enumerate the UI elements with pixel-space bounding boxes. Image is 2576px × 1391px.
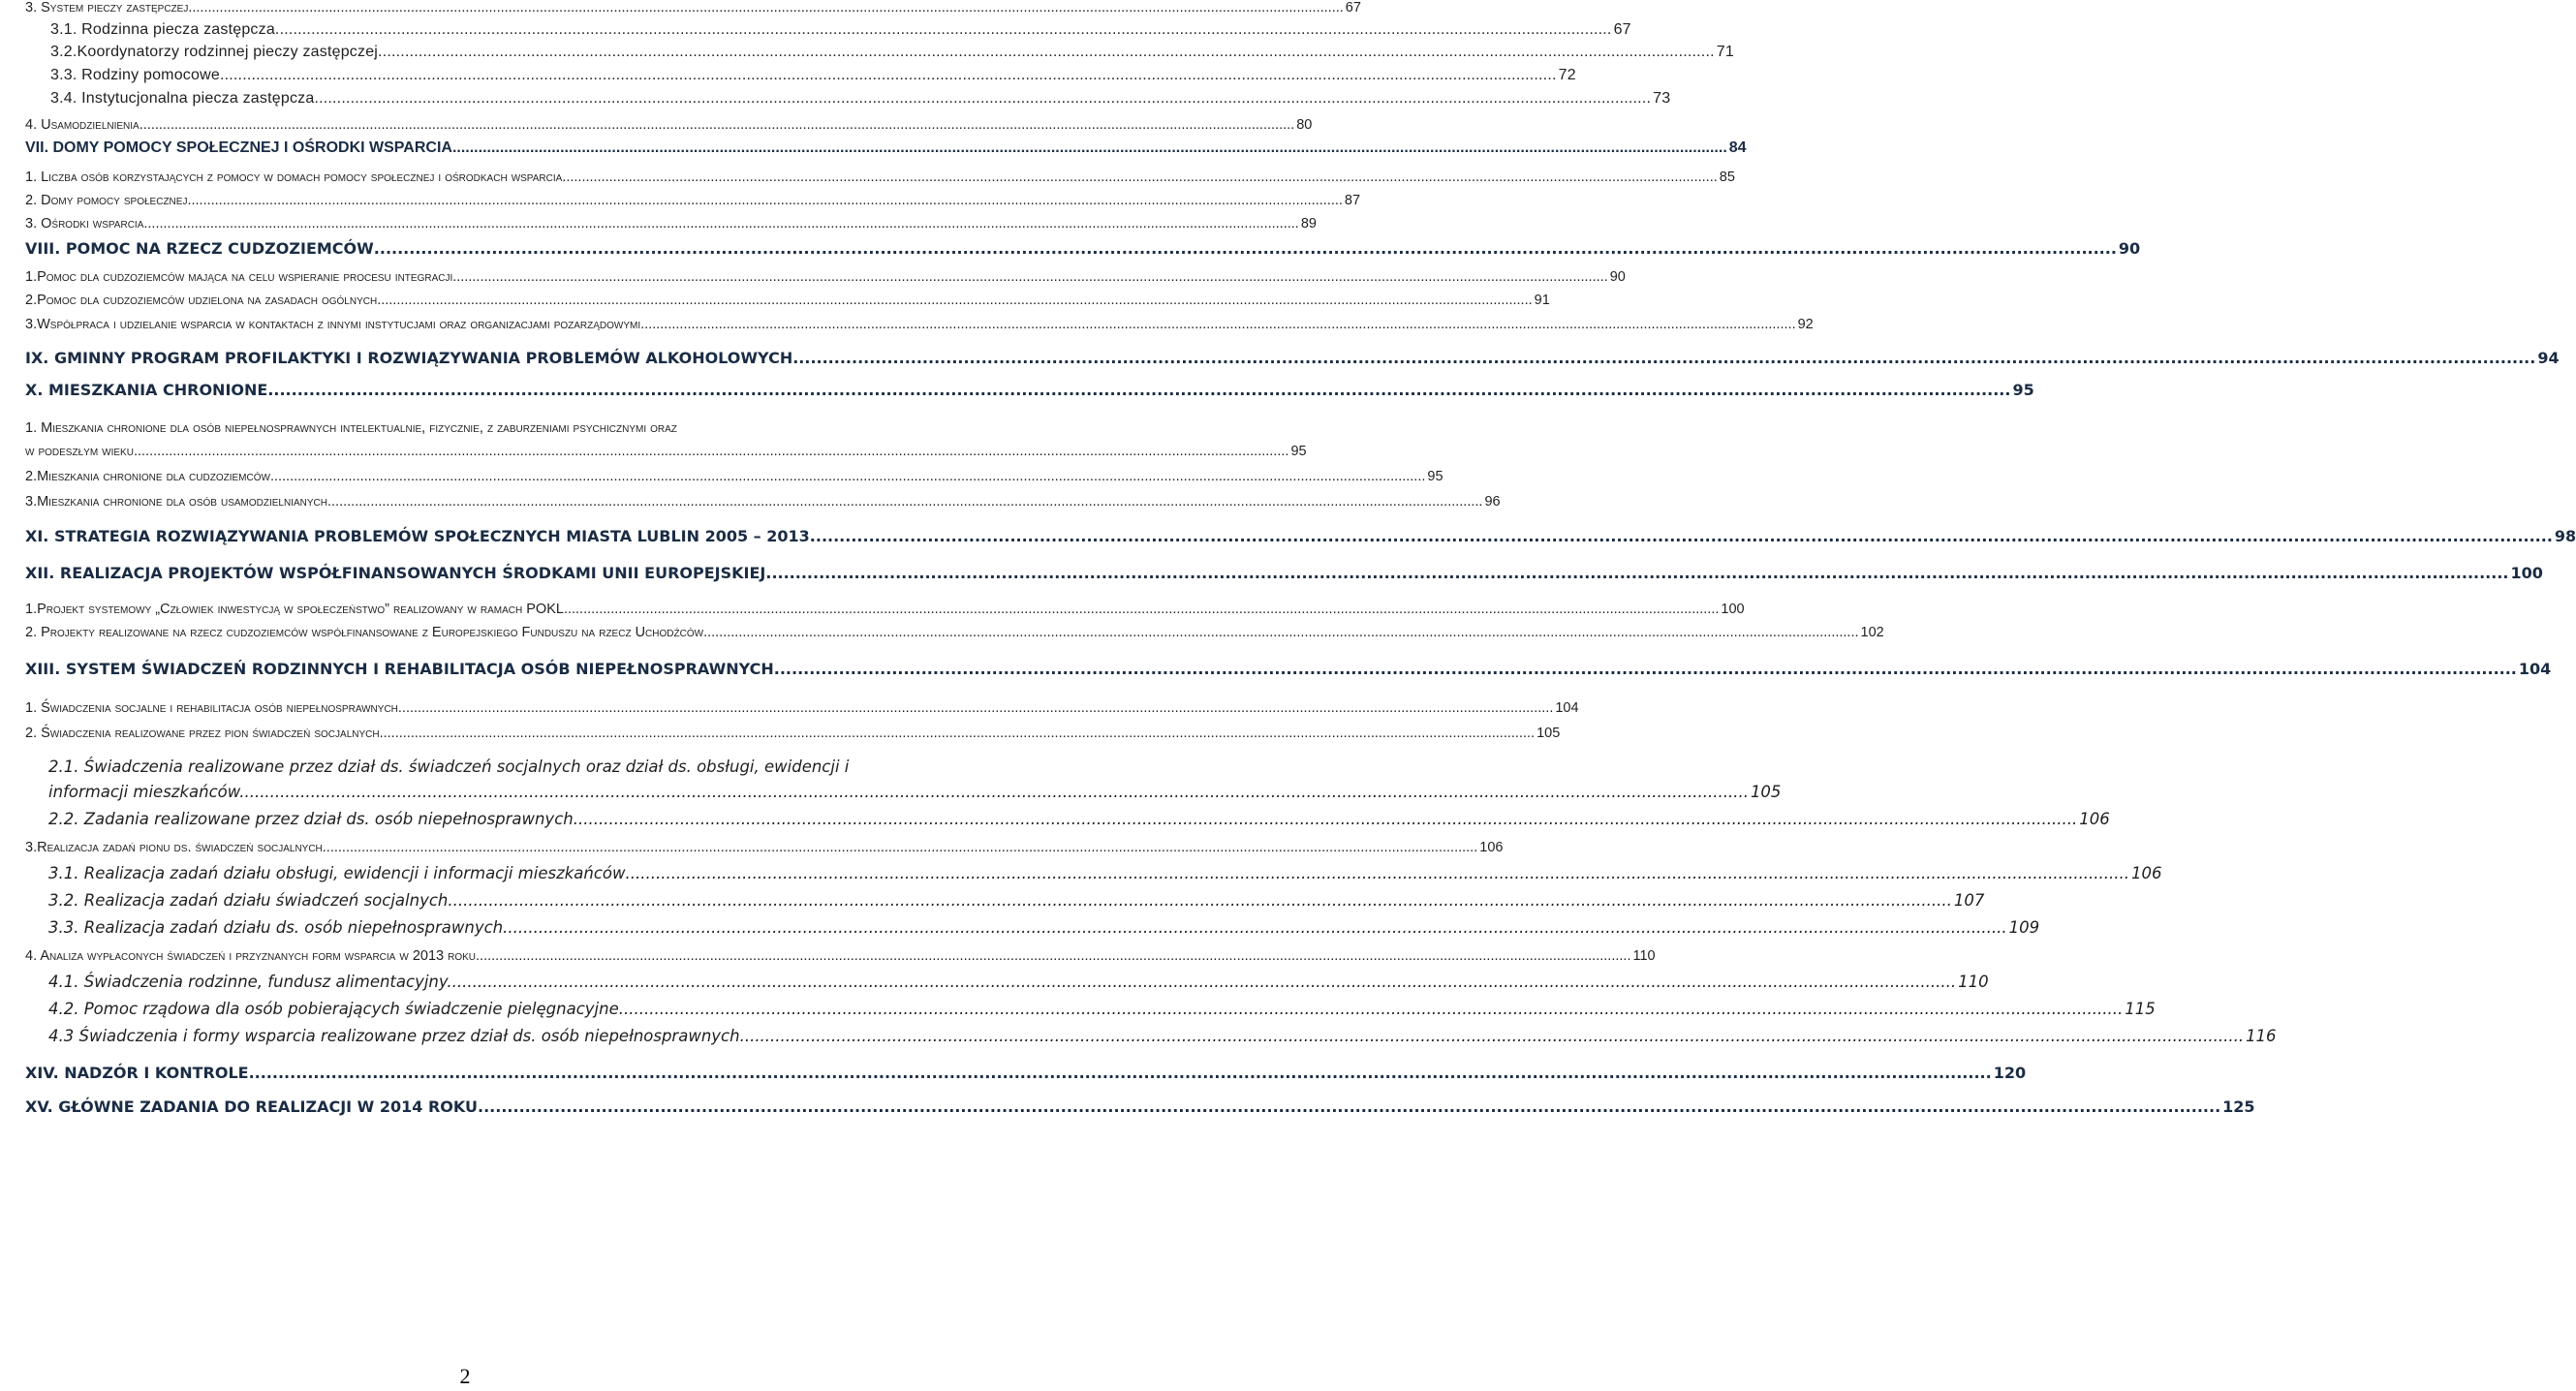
toc-entry-page: 105 bbox=[1750, 783, 1782, 801]
toc-leader-dots bbox=[452, 269, 1607, 285]
toc-entry-page: 100 bbox=[1721, 602, 1745, 617]
toc-leader-dots bbox=[380, 726, 1535, 741]
toc-leader-dots bbox=[383, 44, 1715, 61]
toc-entry-title: 4.2. Pomoc rządowa dla osób pobierających świadczenie pielęgnacyjne bbox=[48, 1000, 619, 1018]
toc-entry[interactable] bbox=[48, 915, 2040, 937]
toc-leader-dots bbox=[398, 700, 1553, 716]
toc-leader-dots bbox=[619, 1000, 2123, 1018]
toc-entry-page: 73 bbox=[1653, 90, 1671, 107]
toc-leader-dots bbox=[374, 239, 2117, 258]
toc-entry[interactable] bbox=[50, 17, 1631, 39]
toc-entry[interactable] bbox=[25, 619, 1884, 640]
toc-entry-title: 4.1. Świadczenia rodzinne, fundusz alimentacyjny. bbox=[48, 973, 452, 991]
toc-leader-dots bbox=[810, 527, 2553, 545]
toc-leader-dots bbox=[134, 444, 1288, 459]
toc-entry-page: 110 bbox=[1632, 948, 1656, 964]
toc-entry[interactable] bbox=[48, 861, 2162, 882]
toc-entry-page: 71 bbox=[1716, 44, 1734, 60]
toc-entry-page: 104 bbox=[2518, 660, 2552, 678]
toc-entry-title: XV. GŁÓWNE ZADANIA DO REALIZACJI W 2014 ROKU bbox=[25, 1097, 479, 1116]
toc-entry[interactable] bbox=[25, 834, 1504, 855]
toc-entry-page: 87 bbox=[1344, 193, 1361, 208]
toc-leader-dots bbox=[140, 117, 1294, 133]
toc-entry-page: 95 bbox=[1290, 444, 1307, 459]
toc-entry-page: 106 bbox=[2131, 864, 2162, 882]
toc-entry[interactable] bbox=[48, 780, 1782, 801]
toc-entry-title: 2.1. Świadczenia realizowane przez dział ds. świadczeń socjalnych oraz dział ds. obsługi, ewidencji i bbox=[48, 757, 850, 776]
toc-entry-title: XIII. SYSTEM ŚWIADCZEŃ RODZINNYCH I REHABILITACJA OSÓB NIEPEŁNOSPRAWNYCH bbox=[25, 660, 774, 678]
toc-entry[interactable] bbox=[25, 136, 1747, 157]
toc-leader-dots bbox=[249, 1064, 1992, 1082]
toc-entry[interactable] bbox=[25, 378, 2034, 399]
toc-entry-page: 90 bbox=[1609, 269, 1626, 285]
toc-entry-title: 3.4. Instytucjonalna piecza zastępcza. bbox=[50, 90, 320, 107]
toc-entry-title: 2.Mieszkania chronione dla cudzoziemców bbox=[25, 469, 270, 484]
toc-entry[interactable] bbox=[25, 463, 1443, 484]
toc-entry-page: 115 bbox=[2125, 1000, 2156, 1018]
toc-entry-title: 2.Pomoc dla cudzoziemców udzielona na zasadach ogólnych bbox=[25, 293, 378, 308]
toc-entry[interactable] bbox=[25, 596, 1745, 617]
toc-entry-page: 80 bbox=[1296, 117, 1313, 133]
toc-entry[interactable] bbox=[50, 40, 1734, 61]
toc-entry-title: 4.3 Świadczenia i formy wsparcia realizowane przez dział ds. osób niepełnosprawnych bbox=[48, 1027, 740, 1045]
toc-entry[interactable] bbox=[25, 0, 1361, 15]
toc-leader-dots bbox=[562, 170, 1717, 185]
toc-entry-page: 96 bbox=[1484, 494, 1501, 510]
toc-leader-dots bbox=[452, 139, 1727, 157]
toc-entry-title: 1. Liczba osób korzystających z pomocy w domach pomocy społecznej i ośrodkach wsparcia bbox=[25, 170, 563, 185]
toc-entry[interactable] bbox=[25, 561, 2543, 582]
toc-entry-page: 106 bbox=[1479, 840, 1504, 855]
toc-entry-title: XII. REALIZACJA PROJEKTÓW WSPÓŁFINANSOWANYCH ŚRODKAMI UNII EUROPEJSKIEJ bbox=[25, 564, 766, 582]
toc-entry[interactable] bbox=[25, 263, 1626, 285]
toc-leader-dots bbox=[452, 973, 1956, 991]
toc-entry[interactable] bbox=[48, 997, 2156, 1018]
toc-leader-dots bbox=[323, 840, 1477, 855]
toc-entry[interactable] bbox=[25, 210, 1317, 232]
toc-entry-title: 3. Ośrodki wsparcia bbox=[25, 216, 144, 232]
toc-entry-title: w podeszłym wieku bbox=[25, 444, 134, 459]
toc-leader-dots bbox=[267, 381, 2010, 399]
toc-entry-title: 3.1. Realizacja zadań działu obsługi, ewidencji i informacji mieszkańców bbox=[48, 864, 626, 882]
page-number: 2 bbox=[459, 1364, 471, 1388]
toc-entry[interactable] bbox=[50, 63, 1576, 84]
toc-entry[interactable] bbox=[25, 720, 1561, 741]
toc-leader-dots bbox=[626, 864, 2129, 882]
toc-entry-title: 3.3. Realizacja zadań działu ds. osób niepełnosprawnych bbox=[48, 918, 504, 937]
toc-entry[interactable] bbox=[48, 755, 928, 776]
toc-entry-page: 90 bbox=[2118, 239, 2141, 258]
toc-leader-dots bbox=[765, 564, 2508, 582]
toc-entry[interactable] bbox=[25, 415, 928, 436]
toc-entry-page: 104 bbox=[1555, 700, 1579, 716]
toc-leader-dots bbox=[377, 293, 1532, 308]
toc-entry-title: 3. System pieczy zastępczej bbox=[25, 0, 189, 15]
toc-leader-dots bbox=[703, 625, 1858, 640]
toc-entry-page: 95 bbox=[1427, 469, 1443, 484]
toc-entry-page: 89 bbox=[1300, 216, 1317, 232]
toc-leader-dots bbox=[503, 918, 2006, 937]
toc-leader-dots bbox=[280, 21, 1612, 39]
toc-leader-dots bbox=[270, 469, 1425, 484]
toc-leader-dots bbox=[792, 349, 2535, 367]
toc-entry[interactable] bbox=[25, 236, 2141, 258]
toc-entry[interactable] bbox=[25, 657, 2552, 678]
toc-leader-dots bbox=[225, 67, 1557, 84]
toc-entry[interactable] bbox=[25, 164, 1735, 185]
toc-entry[interactable] bbox=[25, 695, 1579, 716]
toc-leader-dots bbox=[188, 0, 1343, 15]
toc-leader-dots bbox=[740, 1027, 2244, 1045]
toc-entry[interactable] bbox=[48, 970, 1989, 991]
toc-entry[interactable] bbox=[48, 888, 1985, 910]
toc-entry[interactable] bbox=[25, 438, 1307, 459]
toc-leader-dots bbox=[244, 783, 1748, 801]
toc-entry-title: 3.1. Rodzinna piecza zastępcza. bbox=[50, 21, 280, 38]
toc-entry[interactable] bbox=[25, 1061, 2027, 1082]
toc-entry-title: X. MIESZKANIA CHRONIONE bbox=[25, 381, 268, 399]
toc-entry-title: 3.Realizacja zadań pionu ds. świadczeń socjalnych bbox=[25, 840, 323, 855]
toc-entry[interactable] bbox=[50, 86, 1671, 108]
toc-entry-title: 4. Usamodzielnienia bbox=[25, 117, 140, 133]
toc-entry[interactable] bbox=[25, 287, 1550, 308]
toc-leader-dots bbox=[564, 602, 1719, 617]
toc-entry-page: 100 bbox=[2510, 564, 2543, 582]
toc-leader-dots bbox=[774, 660, 2517, 678]
toc-entry-title: VIII. POMOC NA RZECZ CUDZOZIEMCÓW bbox=[25, 239, 374, 258]
toc-entry-title: XIV. NADZÓR I KONTROLE bbox=[25, 1064, 249, 1082]
toc-entry-page: 98 bbox=[2554, 527, 2576, 545]
toc-entry-page: 110 bbox=[1958, 973, 1989, 991]
toc-entry-title: IX. GMINNY PROGRAM PROFILAKTYKI I ROZWIĄZYWANIA PROBLEMÓW ALKOHOLOWYCH bbox=[25, 349, 793, 367]
toc-entry[interactable] bbox=[25, 111, 1313, 133]
toc-entry-title: 3.Współpraca i udzielanie wsparcia w kontaktach z innymi instytucjami oraz organizacjami pozarządowymi bbox=[25, 317, 641, 332]
toc-entry-page: 84 bbox=[1728, 139, 1747, 156]
toc-leader-dots bbox=[574, 810, 2077, 828]
toc-leader-dots bbox=[143, 216, 1298, 232]
toc-entry-page: 125 bbox=[2222, 1097, 2255, 1116]
toc-entry[interactable] bbox=[25, 346, 2560, 367]
toc-entry-page: 95 bbox=[2012, 381, 2034, 399]
toc-entry[interactable] bbox=[25, 943, 1656, 964]
toc-entry[interactable] bbox=[25, 311, 1814, 332]
toc-entry-title: 2. Domy pomocy społecznej bbox=[25, 193, 188, 208]
toc-leader-dots bbox=[476, 948, 1630, 964]
toc-entry-page: 67 bbox=[1613, 21, 1631, 38]
toc-entry-page: 120 bbox=[1993, 1064, 2027, 1082]
toc-leader-dots bbox=[640, 317, 1795, 332]
toc-entry-title: 1. Świadczenia socjalne i rehabilitacja osób niepełnosprawnych bbox=[25, 700, 398, 716]
toc-entry[interactable] bbox=[25, 187, 1361, 208]
toc-entry-page: 109 bbox=[2008, 918, 2040, 937]
toc-entry[interactable] bbox=[25, 524, 2576, 545]
toc-entry-page: 67 bbox=[1345, 0, 1361, 15]
toc-leader-dots bbox=[187, 193, 1342, 208]
toc-entry-page: 106 bbox=[2079, 810, 2110, 828]
toc-entry-title: informacji mieszkańców. bbox=[48, 783, 245, 801]
toc-entry-page: 102 bbox=[1860, 625, 1884, 640]
toc-entry-title: 3.Mieszkania chronione dla osób usamodzielnianych bbox=[25, 494, 327, 510]
toc-entry[interactable] bbox=[25, 1095, 2255, 1116]
toc-entry[interactable] bbox=[25, 488, 1501, 510]
toc-entry-title: 2.2. Zadania realizowane przez dział ds. osób niepełnosprawnych bbox=[48, 810, 574, 828]
toc-entry-title: 3.2. Realizacja zadań działu świadczeń socjalnych bbox=[48, 891, 449, 910]
toc-entry-title: 2. Projekty realizowane na rzecz cudzoziemców współfinansowane z Europejskiego Funduszu na rzecz Uchodźców bbox=[25, 625, 704, 640]
toc-leader-dots bbox=[448, 891, 1951, 910]
toc-leader-dots bbox=[319, 90, 1651, 108]
toc-entry[interactable] bbox=[48, 807, 2110, 828]
toc-entry-page: 116 bbox=[2246, 1027, 2277, 1045]
toc-entry-page: 91 bbox=[1534, 293, 1550, 308]
toc-leader-dots bbox=[478, 1097, 2220, 1116]
toc-entry[interactable] bbox=[48, 1024, 2277, 1045]
toc-entry-page: 105 bbox=[1536, 726, 1561, 741]
toc-entry-title: 1. Mieszkania chronione dla osób niepełnosprawnych intelektualnie, fizycznie, z zaburzeniami psychicznymi oraz bbox=[25, 420, 677, 436]
toc-entry-title: 1.Projekt systemowy „Człowiek inwestycją w społeczeństwo” realizowany w ramach POKL bbox=[25, 602, 564, 617]
toc-entry-title: VII. DOMY POMOCY SPOŁECZNEJ I OŚRODKI WSPARCIA bbox=[25, 139, 452, 156]
toc-entry-title: 2. Świadczenia realizowane przez pion świadczeń socjalnych bbox=[25, 726, 380, 741]
toc-entry-page: 107 bbox=[1953, 891, 1985, 910]
toc-entry-title: 3.2.Koordynatorzy rodzinnej pieczy zastępczej. bbox=[50, 44, 383, 60]
toc-entry-title: 3.3. Rodziny pomocowe. bbox=[50, 67, 225, 83]
toc-entry-title: 4. Analiza wypłaconych świadczeń i przyznanych form wsparcia w 2013 roku bbox=[25, 948, 477, 964]
toc-entry-page: 72 bbox=[1558, 67, 1576, 83]
toc-leader-dots bbox=[327, 494, 1482, 510]
toc-entry-page: 94 bbox=[2537, 349, 2560, 367]
toc-entry-title: XI. STRATEGIA ROZWIĄZYWANIA PROBLEMÓW SPOŁECZNYCH MIASTA LUBLIN 2005 – 2013 bbox=[25, 527, 810, 545]
toc-entry-page: 92 bbox=[1797, 317, 1814, 332]
toc-entry-page: 85 bbox=[1719, 170, 1735, 185]
toc-entry-title: 1.Pomoc dla cudzoziemców mająca na celu wspieranie procesu integracji bbox=[25, 269, 453, 285]
